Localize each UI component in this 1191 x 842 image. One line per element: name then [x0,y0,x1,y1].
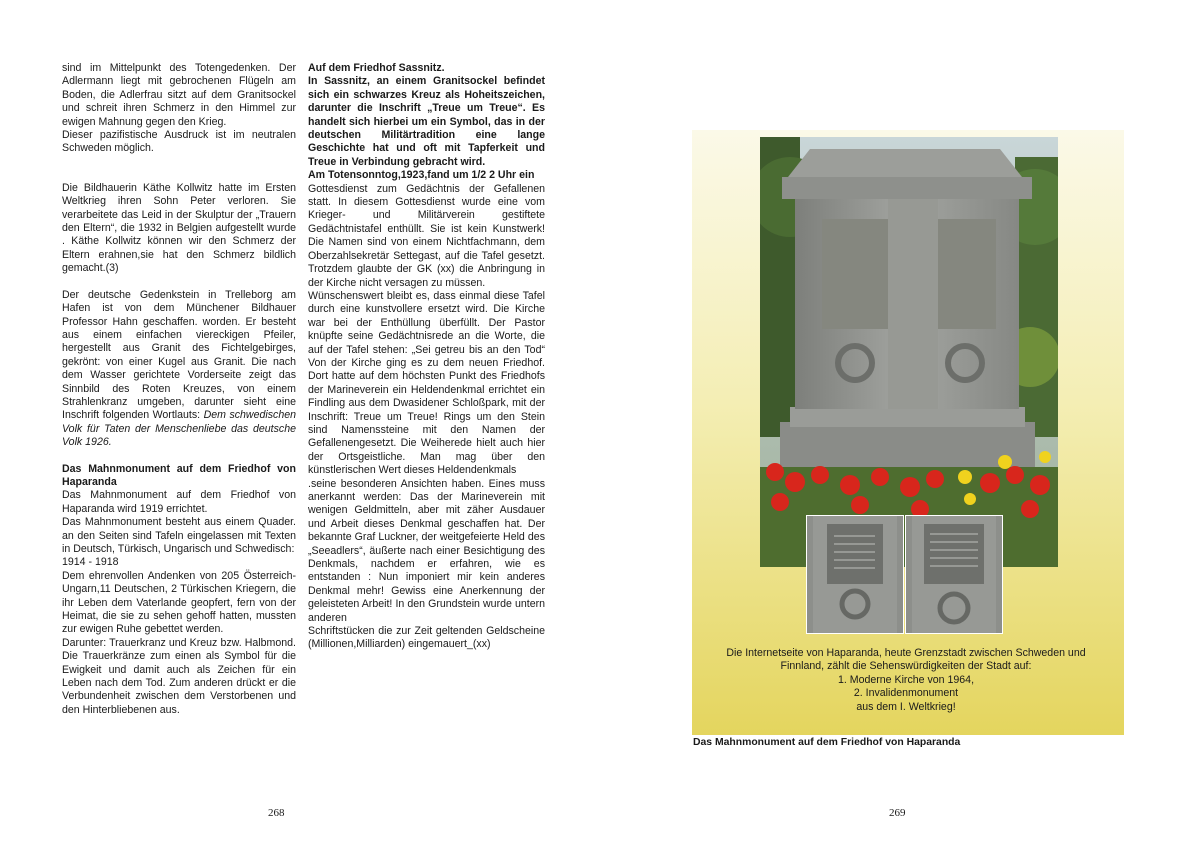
paragraph: Wünschenswert bleibt es, dass einmal diese Tafel durch eine kunstvollere ersetzt wird. Die Kirche war bei der Enthüllung überfüllt. Der Pastor knüpfte seine Gedächtnisrede an die Worte, die auf der Tafel stehen: „Sei getreu bis an den Tod“ Von der Kirche ging es zu dem neuen Friedhof. Dort hatte auf dem höchsten Punkt des Friedhofs der Marineverein ein Heldendenkmal errichtet ein Findling aus dem Dwasidener Schloßpark, mit der Inschrift: Treue um Treue! Rings um den Stein sind Namenssteine mit den Namen der Gefallenengesetzt. Die Weiherede hielt auch hier der Ortsgeistliche. Man mag über den künstlerischen Wert dieses Heldendenkmals [308,289,545,477]
paragraph: .seine besonderen Ansichten haben. Eines muss anerkannt werden: Das der Marineverein mit wenigen Geldmitteln, aber mit zäher Ausdauer und Arbeit dieses Denkmal geschaffen hat. Der bekannte Graf Luckner, der weitgefeierte Held des „Seeadlers“, äußerte nach einer Besichtigung des Denkmals, nachdem er erfahren, wie es entstanden : Nun imponiert mir kein anderes Denkmal mehr! Gewiss eine Anerkennung der geleisteten Arbeit! In den Grundstein wurde untern anderen [308,477,545,624]
section-heading: Das Mahnmonument auf dem Friedhof von Haparanda [62,462,296,488]
page-number-right: 269 [889,807,906,819]
page-number-left: 268 [268,807,285,819]
plaque-photo-left [806,515,904,634]
paragraph-text: Der deutsche Gedenkstein in Trelleborg am Hafen ist von dem Münchener Bildhauer Professor Hahn geschaffen. worden. Er besteht aus einem einfachen viereckigen Pfeiler, hergestellt aus Granit des Fichtelgebirges, gekrönt: von einer Kugel aus Granit. Die nach dem Wasser gerichtete Vorderseite zeigt das Sinnbild des Roten Kreuzes, von einem Strahlenkranz umgeben, darunter sieht eine Inschrift folgenden Wortlauts: [62,288,296,422]
paragraph: Dem ehrenvollen Andenken von 205 Österreich-Ungarn,11 Deutschen, 2 Türkischen Kriegern, die ihr Leben dem Vaterlande geopfert, fern von der Heimat, die sie zu sehen gehoff hatten, mussten zur ewigen Ruhe gebettet werden. [62,569,296,636]
panel-line: 2. Invalidenmonument [853,687,959,700]
paragraph: Das Mahnmonument besteht aus einem Quader. an den Seiten sind Tafeln eingelassen mit Texten in Deutsch, Türkisch, Ungarisch und Schwedisch: [62,516,296,555]
panel-line: Die Internetseite von Haparanda, heute Grenzstadt zwischen Schweden und [726,647,1086,659]
panel-text [700,647,1112,714]
panel-line: Finnland, zählt die Sehenswürdigkeiten der Stadt auf: [780,660,1032,673]
left-text-column [62,62,296,717]
bold-paragraph: In Sassnitz, an einem Granitsockel befindet sich ein schwarzes Kreuz als Hoheitszeichen, darunter die Inschrift „Treue um Treue“. Es handelt sich hierbei um ein Symbol, das in der deutschen Militärtradition eine lange Geschichte hat und oft mit Tapferkeit und Treue in Verbindung gebracht wird. [308,75,545,168]
paragraph: Die Bildhauerin Käthe Kollwitz hatte im Ersten Weltkrieg ihren Sohn Peter verloren. Sie verarbeitete das Leid in der Skulptur der „Trauern den Eltern“, die 1932 in Belgien aufgestellt wurde . Käthe Kollwitz können wir den Schmerz der Eltern erahnen,sie hat den Schmerz bildlich gemacht.(3) [62,181,296,275]
section-heading: Auf dem Friedhof Sassnitz. [308,62,445,74]
paragraph: Das Mahnmonument auf dem Friedhof von Haparanda wird 1919 errichtet. [62,489,296,515]
bold-lead: Am Totensonntog,1923,fand um 1/2 2 Uhr ein [308,169,535,182]
inscription-text: Dem schwedischen Volk für Taten der Menschenliebe das deutsche Volk 1926. [62,409,296,449]
panel-line: 1. Moderne Kirche von 1964, [837,673,975,686]
paragraph: 1914 - 1918 [62,556,119,569]
paragraph: Gottesdienst zum Gedächtnis der Gefallenen statt. In diesem Gottesdienst wurde eine vom Krieger- und Militärverein gestiftete Gedächtnistafel enthüllt. Sie ist kein Kunstwerk! Die Namen sind von einem Nichtfachmann, dem Oberzahlsekretär Settegast, auf die Tafel gesetzt. Trotzdem glaubte der GK (xx) die Anbringung in der Kirche nicht versagen zu müssen. [308,182,545,289]
photo-caption: Das Mahnmonument auf dem Friedhof von Haparanda [693,737,961,748]
paragraph: sind im Mittelpunkt des Totengedenken. Der Adlermann liegt mit gebrochenen Flügeln am Boden, die Adlerfrau sitzt auf dem Granitsockel und schreit ihren Schmerz in den Himmel zur ewigen Mahnung gegen den Krieg. [62,62,296,128]
paragraph [62,289,296,450]
paragraph: Dieser pazifistische Ausdruck ist im neutralen Schweden möglich. [62,129,296,155]
paragraph: Darunter: Trauerkranz und Kreuz bzw. Halbmond. Die Trauerkränze zum einen als Symbol für die Ewigkeit und damit auch als Zeichen für ein Leben nach dem Tod. Zum anderen drückt er die Verbundenheit zwischen dem Verstorbenen und den Hinterbliebenen aus. [62,636,296,716]
monument-photo [760,137,1058,567]
plaque-photo-right [905,515,1003,634]
middle-text-column [308,62,545,652]
paragraph: Schriftstücken die zur Zeit geltenden Geldscheine (Millionen,Milliarden) eingemauert_(xx) [308,625,545,651]
panel-line: aus dem I. Weltkrieg! [856,700,956,713]
